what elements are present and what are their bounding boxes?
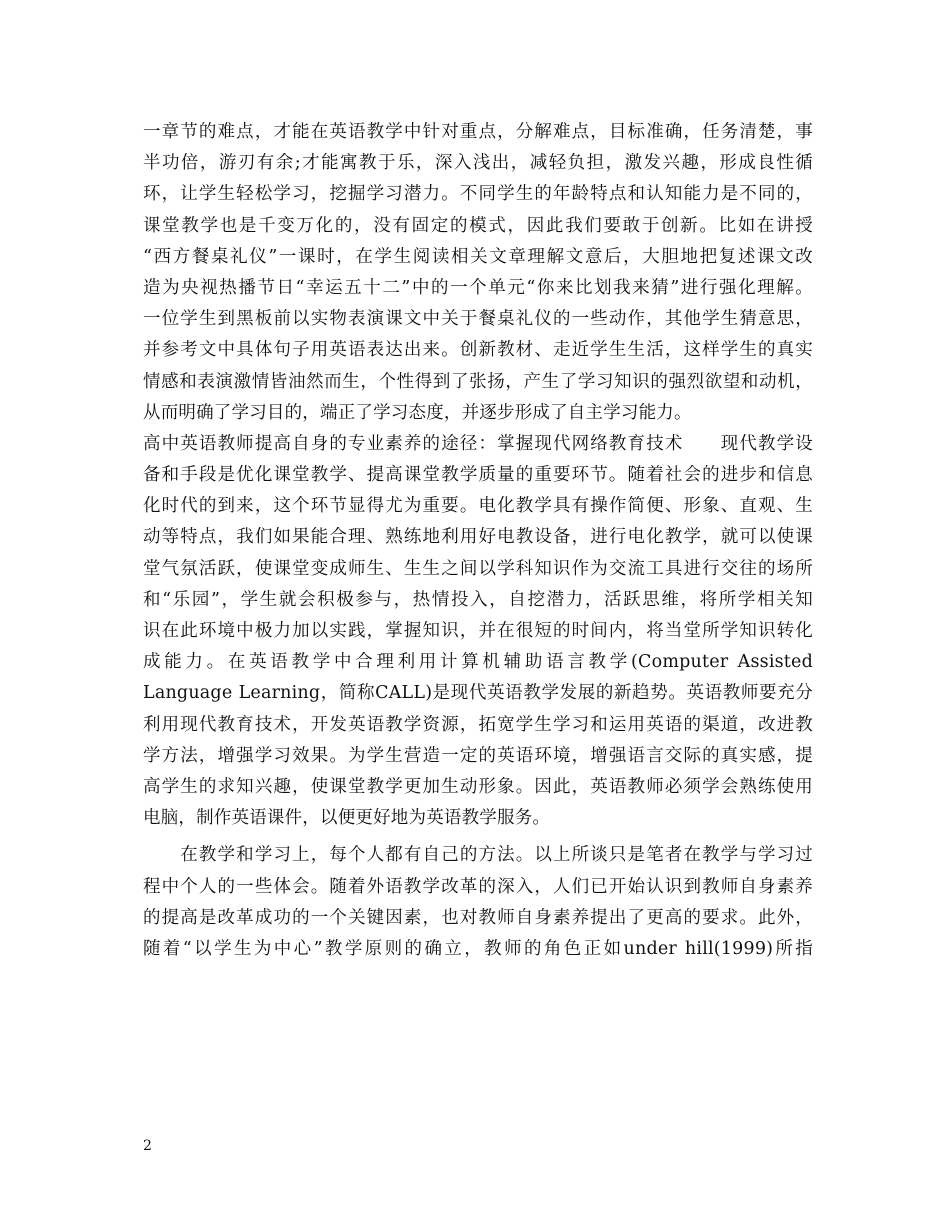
text-line: 一章节的难点，才能在英语教学中针对重点，分解难点，目标准确，任务清楚，事	[143, 122, 813, 142]
text-line: 半功倍，游刃有余;才能寓教于乐，深入浅出，减轻负担，激发兴趣，形成良性循	[143, 153, 813, 174]
text-line: 造为央视热播节日“幸运五十二”中的一个单元“你来比划我来猜”进行强化理解。	[143, 277, 813, 298]
text-line: 动等特点，我们如果能合理、熟练地利用好电教设备，进行电化教学，就可以使课	[143, 527, 813, 548]
text-line: 并参考文中具体句子用英语表达出来。创新教材、走近学生生活，这样学生的真实	[143, 340, 813, 361]
text-line: 学方法，增强学习效果。为学生营造一定的英语环境，增强语言交际的真实感，提	[143, 745, 813, 766]
section-heading-line: 高中英语教师提高自身的专业素养的途径：掌握现代网络教育技术 现代教学设	[143, 433, 813, 454]
text-line: 环，让学生轻松学习，挖掘学习潜力。不同学生的年龄特点和认知能力是不同的，	[143, 184, 813, 205]
text-line: “西方餐桌礼仪”一课时，在学生阅读相关文章理解文意后，大胆地把复述课文改	[143, 246, 813, 267]
text-line: 成能力。在英语教学中合理利用计算机辅助语言教学(Computer Assisted	[143, 652, 813, 673]
text-line: Language Learning，简称CALL)是现代英语教学发展的新趋势。英语教师要充分	[143, 683, 813, 704]
text-line: 堂气氛活跃，使课堂变成师生、生生之间以学科知识作为交流工具进行交往的场所	[143, 558, 813, 579]
text-line: 的提高是改革成功的一个关键因素，也对教师自身素养提出了更高的要求。此外，	[143, 907, 813, 928]
text-line: 化时代的到来，这个环节显得尤为重要。电化教学具有操作简便、形象、直观、生	[143, 496, 813, 517]
page-number: 2	[143, 1138, 152, 1154]
text-line: 程中个人的一些体会。随着外语教学改革的深入，人们已开始认识到教师自身素养	[143, 876, 813, 897]
text-line: 电脑，制作英语课件，以便更好地为英语教学服务。	[143, 808, 551, 829]
text-line: 识在此环境中极力加以实践，掌握知识，并在很短的时间内，将当堂所学知识转化	[143, 621, 813, 641]
paragraph-start-line: 在教学和学习上，每个人都有自己的方法。以上所谈只是笔者在教学与学习过	[143, 845, 813, 866]
body-text	[143, 117, 813, 965]
text-line: 随着“以学生为中心”教学原则的确立，教师的角色正如under hill(1999)所指	[143, 938, 813, 959]
text-line: 和“乐园”，学生就会积极参与，热情投入，自挖潜力，活跃思维，将所学相关知	[143, 589, 813, 610]
text-line: 从而明确了学习目的，端正了学习态度，并逐步形成了自主学习能力。	[143, 402, 692, 423]
text-line: 备和手段是优化课堂教学、提高课堂教学质量的重要环节。随着社会的进步和信息	[143, 465, 813, 486]
text-line: 情感和表演激情皆油然而生，个性得到了张扬，产生了学习知识的强烈欲望和动机，	[143, 371, 813, 392]
text-line: 高学生的求知兴趣，使课堂教学更加生动形象。因此，英语教师必须学会熟练使用	[143, 776, 813, 797]
text-line: 一位学生到黑板前以实物表演课文中关于餐桌礼仪的一些动作，其他学生猜意思，	[143, 309, 813, 330]
text-line: 利用现代教育技术，开发英语教学资源，拓宽学生学习和运用英语的渠道，改进教	[143, 714, 813, 735]
text-line: 课堂教学也是千变万化的，没有固定的模式，因此我们要敢于创新。比如在讲授	[143, 215, 813, 236]
